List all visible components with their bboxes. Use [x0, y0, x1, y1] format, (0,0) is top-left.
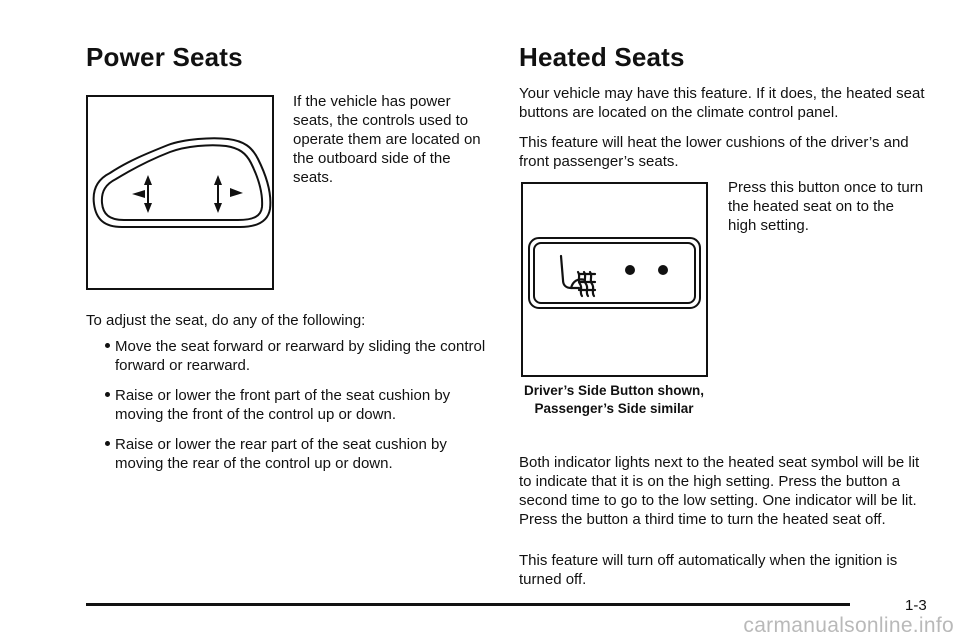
heated-seats-description: This feature will heat the lower cushions of the driver’s and front passenger’s seats. — [519, 134, 909, 170]
power-seats-intro: If the vehicle has power seats, the controls used to operate them are located on the outboard side of the seats. — [293, 93, 481, 186]
power-seat-figure — [86, 95, 274, 290]
bullet-icon — [105, 441, 110, 446]
list-item: Raise or lower the front part of the seat cushion by moving the front of the control up or down. — [86, 386, 496, 424]
heated-seat-button-figure — [521, 182, 708, 377]
adjust-seat-list — [86, 337, 496, 484]
indicator-light-high — [625, 265, 635, 275]
bullet-icon — [105, 343, 110, 348]
heated-seats-heading: Heated Seats — [519, 42, 685, 72]
list-item: Raise or lower the rear part of the seat cushion by moving the rear of the control up or down. — [86, 435, 496, 473]
auto-off-description: This feature will turn off automatically when the ignition is turned off. — [519, 552, 898, 588]
power-seats-heading: Power Seats — [86, 42, 243, 72]
heated-seats-section — [519, 42, 925, 588]
footer-divider — [86, 603, 850, 606]
heated-seat-button-instructions: Press this button once to turn the heated seat on to the high setting. — [728, 179, 924, 234]
heated-seat-button-panel — [523, 184, 706, 375]
heated-seats-availability: Your vehicle may have this feature. If it does, the heated seat buttons are located on the climate control panel. — [519, 85, 925, 121]
adjust-seat-intro: To adjust the seat, do any of the following: — [86, 312, 366, 329]
watermark: carmanualsonline.info — [743, 614, 954, 637]
page-number: 1-3 — [905, 597, 927, 614]
heated-seat-icon — [561, 256, 595, 296]
list-item: Move the seat forward or rearward by sliding the control forward or rearward. — [86, 337, 496, 375]
power-seats-section — [86, 42, 492, 472]
power-seat-control-icon — [88, 97, 272, 288]
figure-caption: Driver’s Side Button shown, Passenger’s Side similar — [523, 383, 705, 416]
bullet-icon — [105, 392, 110, 397]
indicator-lights-description: Both indicator lights next to the heated seat symbol will be lit to indicate that it is on the high setting. Press the button a second time to go to the low setting. One indicator will be lit. Press the button a third time to turn the heated seat off. — [519, 454, 920, 528]
indicator-light-low — [658, 265, 668, 275]
